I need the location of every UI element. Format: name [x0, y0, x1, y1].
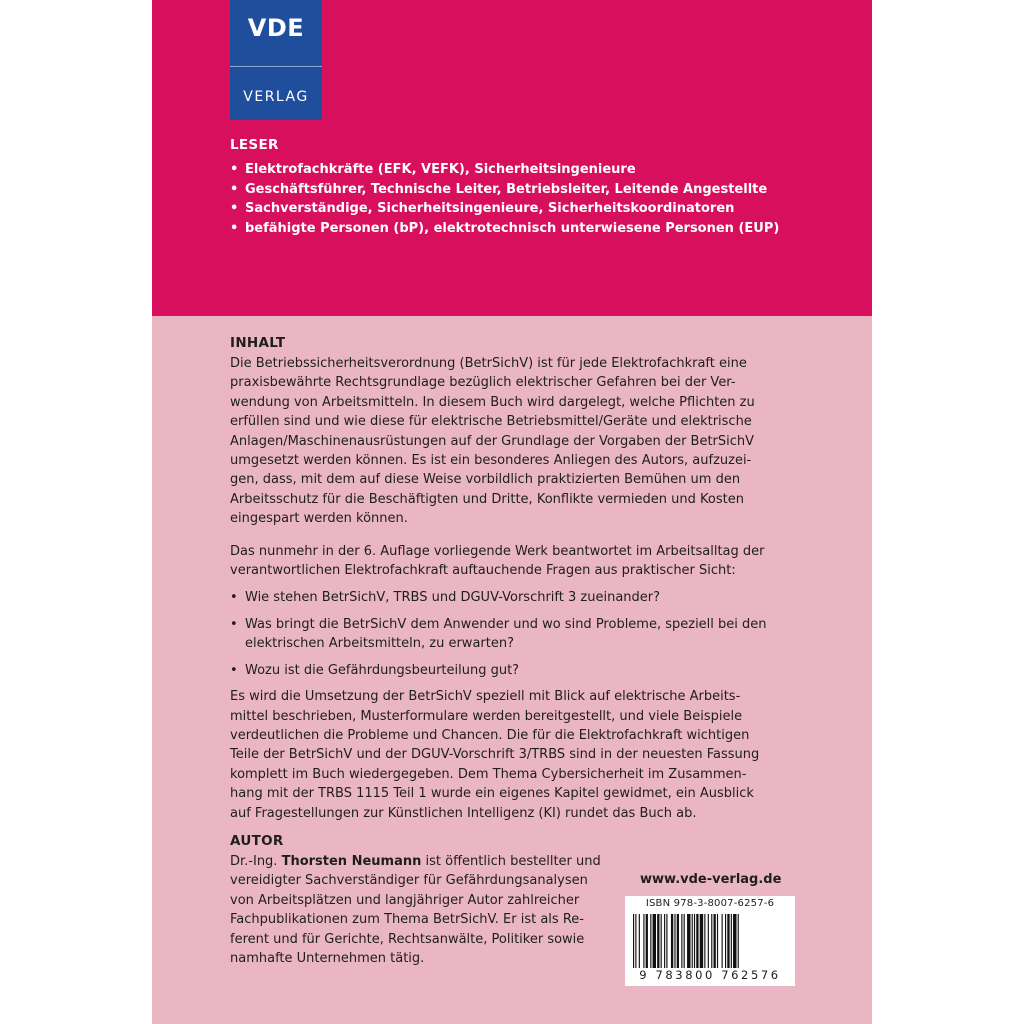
text-line: praxisbewährte Rechtsgrundlage bezüglich elektrischer Gefahren bei der Ver- — [230, 375, 736, 391]
inhalt-paragraph-3 — [230, 687, 800, 823]
text-line: elektrischen Arbeitsmitteln, zu erwarten? — [245, 636, 514, 652]
text-line: Die Betriebssicherheitsverordnung (BetrSichV) ist für jede Elektrofachkraft eine — [230, 356, 747, 371]
text-line: verantwortlichen Elektrofachkraft auftauchende Fragen aus praktischer Sicht: — [230, 563, 736, 579]
leser-item: • Elektrofachkräfte (EFK, VEFK), Sicherheitsingenieure — [230, 160, 850, 180]
text-line: mittel beschrieben, Musterformulare werden bereitgestellt, und viele Beispiele — [230, 708, 743, 724]
text-line: Teile der BetrSichV und der DGUV-Vorschrift 3/TRBS sind in der neuesten Fassung — [230, 747, 760, 763]
text-line: • Was bringt die BetrSichV dem Anwender und wo sind Probleme, speziell bei den — [245, 616, 767, 632]
text-line — [230, 852, 670, 871]
author-prefix: Dr.-Ing. — [230, 854, 282, 869]
text-line: Es wird die Umsetzung der BetrSichV speziell mit Blick auf elektrische Arbeits- — [230, 689, 741, 705]
text-line: auf Fragestellungen zur Künstlichen Intelligenz (KI) rundet das Buch ab. — [230, 805, 697, 821]
logo-divider — [230, 66, 322, 67]
text-line: Anlagen/Maschinenausrüstungen auf der Grundlage der Vorgaben der BetrSichV — [230, 433, 755, 449]
text-line: ferent und für Gerichte, Rechtsanwälte, Politiker sowie — [230, 931, 585, 947]
question-list — [230, 588, 800, 680]
vde-verlag-logo — [230, 0, 322, 120]
barcode-bars — [633, 914, 787, 968]
leser-list — [230, 160, 850, 238]
leser-heading: LESER — [230, 137, 279, 153]
magenta-header-band — [152, 0, 872, 316]
leser-section — [230, 137, 850, 238]
text-line: verdeutlichen die Probleme und Chancen. Die für die Elektrofachkraft wichtigen — [230, 727, 750, 743]
inhalt-section — [230, 334, 800, 823]
autor-paragraph — [230, 852, 670, 968]
logo-brand: VDE — [247, 14, 305, 42]
ean-digits: 9 783800 762576 — [639, 968, 781, 982]
publisher-website: www.vde-verlag.de — [640, 872, 782, 887]
text-line: • Wie stehen BetrSichV, TRBS und DGUV-Vorschrift 3 zueinander? — [245, 590, 661, 606]
text-line: erfüllen sind und wie diese für elektrische Betriebsmittel/Geräte und elektrische — [230, 414, 752, 430]
text-line: eingespart werden können. — [230, 511, 408, 527]
text-line: namhafte Unternehmen tätig. — [230, 951, 425, 967]
text-line: wendung von Arbeitsmitteln. In diesem Buch wird dargelegt, welche Pflichten zu — [230, 394, 755, 410]
leser-item: • Geschäftsführer, Technische Leiter, Betriebsleiter, Leitende Angestellte — [230, 180, 850, 200]
text-line: vereidigter Sachverständiger für Gefährdungsanalysen — [230, 873, 588, 889]
book-back-cover — [152, 0, 872, 1024]
logo-sub: VERLAG — [243, 89, 309, 105]
leser-item: • befähigte Personen (bP), elektrotechnisch unterwiesene Personen (EUP) — [230, 219, 850, 239]
text-line: Arbeitsschutz für die Beschäftigten und Dritte, Konflikte vermieden und Kosten — [230, 491, 744, 507]
inhalt-paragraph-1 — [230, 354, 800, 529]
text-line: von Arbeitsplätzen und langjähriger Autor zahlreicher — [230, 892, 580, 908]
author-name: Thorsten Neumann — [281, 854, 422, 869]
text-line: Fachpublikationen zum Thema BetrSichV. Er ist als Re- — [230, 912, 584, 928]
autor-section — [230, 832, 670, 968]
leser-item: • Sachverständige, Sicherheitsingenieure, Sicherheitskoordinatoren — [230, 199, 850, 219]
text-line: komplett im Buch wiedergegeben. Dem Thema Cybersicherheit im Zusammen- — [230, 766, 747, 782]
inhalt-heading: INHALT — [230, 335, 286, 351]
isbn-barcode — [625, 896, 795, 986]
isbn-number: ISBN 978-3-8007-6257-6 — [645, 898, 775, 909]
author-suffix: ist öffentlich bestellter und — [421, 854, 601, 869]
text-line: gen, dass, mit dem auf diese Weise vorbildlich praktizierten Bemühen um den — [230, 472, 741, 488]
inhalt-paragraph-2 — [230, 542, 800, 581]
text-line: • Wozu ist die Gefährdungsbeurteilung gut? — [245, 662, 520, 678]
question-item — [230, 615, 800, 654]
question-item — [230, 588, 800, 607]
question-item — [230, 661, 800, 680]
text-line: umgesetzt werden können. Es ist ein besonderes Anliegen des Autors, aufzuzei- — [230, 453, 752, 469]
autor-heading: AUTOR — [230, 833, 284, 849]
text-line: Das nunmehr in der 6. Auflage vorliegende Werk beantwortet im Arbeitsalltag der — [230, 543, 765, 559]
text-line: hang mit der TRBS 1115 Teil 1 wurde ein eigenes Kapitel gewidmet, ein Ausblick — [230, 786, 754, 802]
